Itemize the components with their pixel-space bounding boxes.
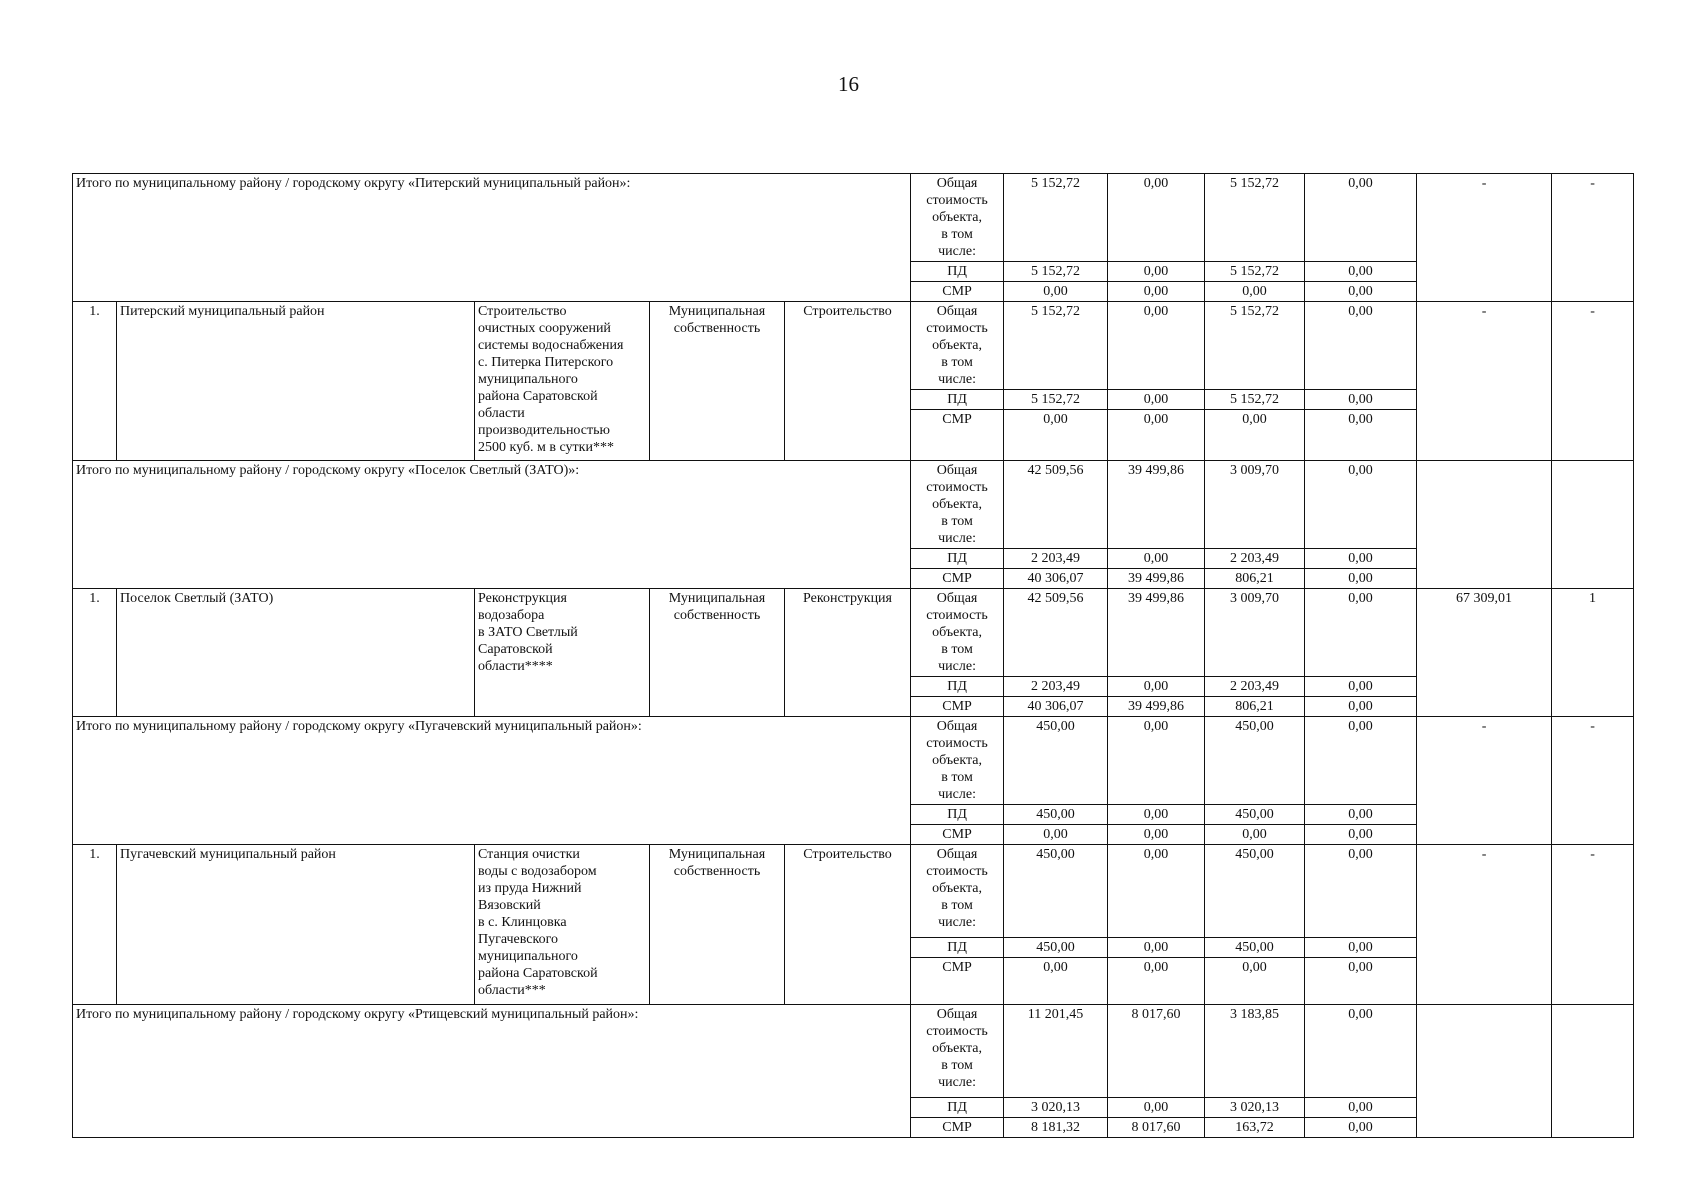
value-cell: 5 152,72 [1004,174,1108,262]
cost-label-total: Общая стоимость объекта, в том числе: [911,589,1004,677]
value-cell: 5 152,72 [1004,262,1108,282]
value-cell: 3 020,13 [1004,1098,1108,1118]
work-type: Строительство [785,302,911,461]
cost-label-pd: ПД [911,805,1004,825]
value-cell: 0,00 [1305,1005,1417,1098]
section-total-label: Итого по муниципальному району / городскому округу «Пугачевский муниципальный район»: [73,717,911,845]
object-name: Реконструкция водозабора в ЗАТО Светлый Саратовской области**** [475,589,650,717]
value-cell: 0,00 [1108,410,1205,461]
value-cell: 806,21 [1205,569,1305,589]
cost-label-smr: СМР [911,958,1004,1005]
value-cell: 11 201,45 [1004,1005,1108,1098]
ownership: Муниципальная собственность [650,589,785,717]
value-cell: 0,00 [1004,410,1108,461]
district-name: Пугачевский муниципальный район [117,845,475,1005]
cost-label-smr: СМР [911,1118,1004,1138]
cost-label-total: Общая стоимость объекта, в том числе: [911,302,1004,390]
section-total-row [73,1005,1634,1098]
section-total-label: Итого по муниципальному району / городскому округу «Поселок Светлый (ЗАТО)»: [73,461,911,589]
value-cell: 2 203,49 [1205,549,1305,569]
extra-cell: - [1552,174,1634,302]
value-cell: 0,00 [1305,938,1417,958]
district-name: Поселок Светлый (ЗАТО) [117,589,475,717]
value-cell: 5 152,72 [1004,390,1108,410]
value-cell: 0,00 [1108,805,1205,825]
cost-label-smr: СМР [911,569,1004,589]
value-cell: 8 181,32 [1004,1118,1108,1138]
cost-label-smr: СМР [911,697,1004,717]
cost-label-total: Общая стоимость объекта, в том числе: [911,174,1004,262]
extra-cell: 67 309,01 [1417,589,1552,717]
value-cell: 0,00 [1108,958,1205,1005]
value-cell: 0,00 [1205,825,1305,845]
extra-cell [1552,461,1634,589]
value-cell: 0,00 [1305,1118,1417,1138]
value-cell: 806,21 [1205,697,1305,717]
cost-label-pd: ПД [911,1098,1004,1118]
section-total-row [73,461,1634,549]
value-cell: 2 203,49 [1004,549,1108,569]
item-row [73,845,1634,938]
value-cell: 450,00 [1205,845,1305,938]
value-cell: 42 509,56 [1004,589,1108,677]
value-cell: 39 499,86 [1108,697,1205,717]
section-total-label: Итого по муниципальному району / городскому округу «Питерский муниципальный район»: [73,174,911,302]
object-name: Станция очистки воды с водозабором из пруда Нижний Вязовский в с. Клинцовка Пугачевского муниципального района Саратовской области*** [475,845,650,1005]
value-cell: 40 306,07 [1004,569,1108,589]
value-cell: 2 203,49 [1004,677,1108,697]
section-total-label: Итого по муниципальному району / городскому округу «Ртищевский муниципальный район»: [73,1005,911,1138]
value-cell: 0,00 [1305,845,1417,938]
value-cell: 0,00 [1305,677,1417,697]
cost-label-smr: СМР [911,825,1004,845]
work-type: Строительство [785,845,911,1005]
cost-label-total: Общая стоимость объекта, в том числе: [911,845,1004,938]
value-cell: 450,00 [1205,717,1305,805]
item-number: 1. [73,845,117,1005]
value-cell: 0,00 [1305,461,1417,549]
value-cell: 0,00 [1305,410,1417,461]
value-cell: 0,00 [1305,589,1417,677]
value-cell: 0,00 [1305,805,1417,825]
item-number: 1. [73,302,117,461]
value-cell: 0,00 [1108,677,1205,697]
value-cell: 0,00 [1205,958,1305,1005]
extra-cell: - [1417,174,1552,302]
value-cell: 0,00 [1305,717,1417,805]
cost-label-pd: ПД [911,390,1004,410]
value-cell: 0,00 [1108,390,1205,410]
value-cell: 163,72 [1205,1118,1305,1138]
value-cell: 0,00 [1305,569,1417,589]
investment-table [72,173,1634,1138]
value-cell: 450,00 [1205,938,1305,958]
extra-cell: - [1417,717,1552,845]
value-cell: 0,00 [1205,282,1305,302]
extra-cell: - [1552,717,1634,845]
value-cell: 0,00 [1305,390,1417,410]
value-cell: 0,00 [1305,825,1417,845]
value-cell: 450,00 [1004,805,1108,825]
value-cell: 0,00 [1205,410,1305,461]
value-cell: 450,00 [1004,845,1108,938]
item-number: 1. [73,589,117,717]
district-name: Питерский муниципальный район [117,302,475,461]
value-cell: 0,00 [1108,302,1205,390]
value-cell: 0,00 [1305,282,1417,302]
value-cell: 3 009,70 [1205,461,1305,549]
extra-cell: - [1552,302,1634,461]
value-cell: 8 017,60 [1108,1005,1205,1098]
extra-cell [1552,1005,1634,1138]
value-cell: 3 183,85 [1205,1005,1305,1098]
section-total-row [73,717,1634,805]
cost-label-pd: ПД [911,938,1004,958]
value-cell: 0,00 [1305,1098,1417,1118]
value-cell: 450,00 [1004,717,1108,805]
value-cell: 0,00 [1108,282,1205,302]
value-cell: 450,00 [1205,805,1305,825]
value-cell: 2 203,49 [1205,677,1305,697]
extra-cell: 1 [1552,589,1634,717]
value-cell: 40 306,07 [1004,697,1108,717]
cost-label-total: Общая стоимость объекта, в том числе: [911,461,1004,549]
value-cell: 42 509,56 [1004,461,1108,549]
work-type: Реконструкция [785,589,911,717]
value-cell: 0,00 [1108,549,1205,569]
value-cell: 0,00 [1004,282,1108,302]
value-cell: 0,00 [1108,717,1205,805]
value-cell: 0,00 [1305,697,1417,717]
value-cell: 0,00 [1004,958,1108,1005]
value-cell: 0,00 [1305,174,1417,262]
value-cell: 0,00 [1108,1098,1205,1118]
item-row [73,589,1634,677]
value-cell: 0,00 [1004,825,1108,845]
cost-label-smr: СМР [911,410,1004,461]
ownership: Муниципальная собственность [650,302,785,461]
value-cell: 0,00 [1108,825,1205,845]
value-cell: 5 152,72 [1205,262,1305,282]
extra-cell: - [1417,302,1552,461]
value-cell: 450,00 [1004,938,1108,958]
ownership: Муниципальная собственность [650,845,785,1005]
value-cell: 39 499,86 [1108,461,1205,549]
value-cell: 0,00 [1108,174,1205,262]
extra-cell [1417,1005,1552,1138]
cost-label-pd: ПД [911,549,1004,569]
cost-label-smr: СМР [911,282,1004,302]
value-cell: 0,00 [1108,938,1205,958]
page-number: 16 [838,72,859,96]
cost-label-pd: ПД [911,262,1004,282]
value-cell: 0,00 [1108,262,1205,282]
value-cell: 0,00 [1305,302,1417,390]
cost-label-total: Общая стоимость объекта, в том числе: [911,717,1004,805]
value-cell: 5 152,72 [1205,174,1305,262]
value-cell: 5 152,72 [1004,302,1108,390]
value-cell: 39 499,86 [1108,589,1205,677]
table-body [73,174,1634,1138]
value-cell: 3 009,70 [1205,589,1305,677]
extra-cell: - [1417,845,1552,1005]
value-cell: 8 017,60 [1108,1118,1205,1138]
item-row [73,302,1634,390]
section-total-row [73,174,1634,262]
value-cell: 0,00 [1305,958,1417,1005]
value-cell: 5 152,72 [1205,302,1305,390]
cost-label-pd: ПД [911,677,1004,697]
value-cell: 39 499,86 [1108,569,1205,589]
cost-label-total: Общая стоимость объекта, в том числе: [911,1005,1004,1098]
extra-cell: - [1552,845,1634,1005]
value-cell: 3 020,13 [1205,1098,1305,1118]
value-cell: 0,00 [1305,549,1417,569]
value-cell: 5 152,72 [1205,390,1305,410]
value-cell: 0,00 [1108,845,1205,938]
value-cell: 0,00 [1305,262,1417,282]
object-name: Строительство очистных сооружений системы водоснабжения с. Питерка Питерского муниципального района Саратовской области производительностью 2500 куб. м в сутки*** [475,302,650,461]
extra-cell [1417,461,1552,589]
